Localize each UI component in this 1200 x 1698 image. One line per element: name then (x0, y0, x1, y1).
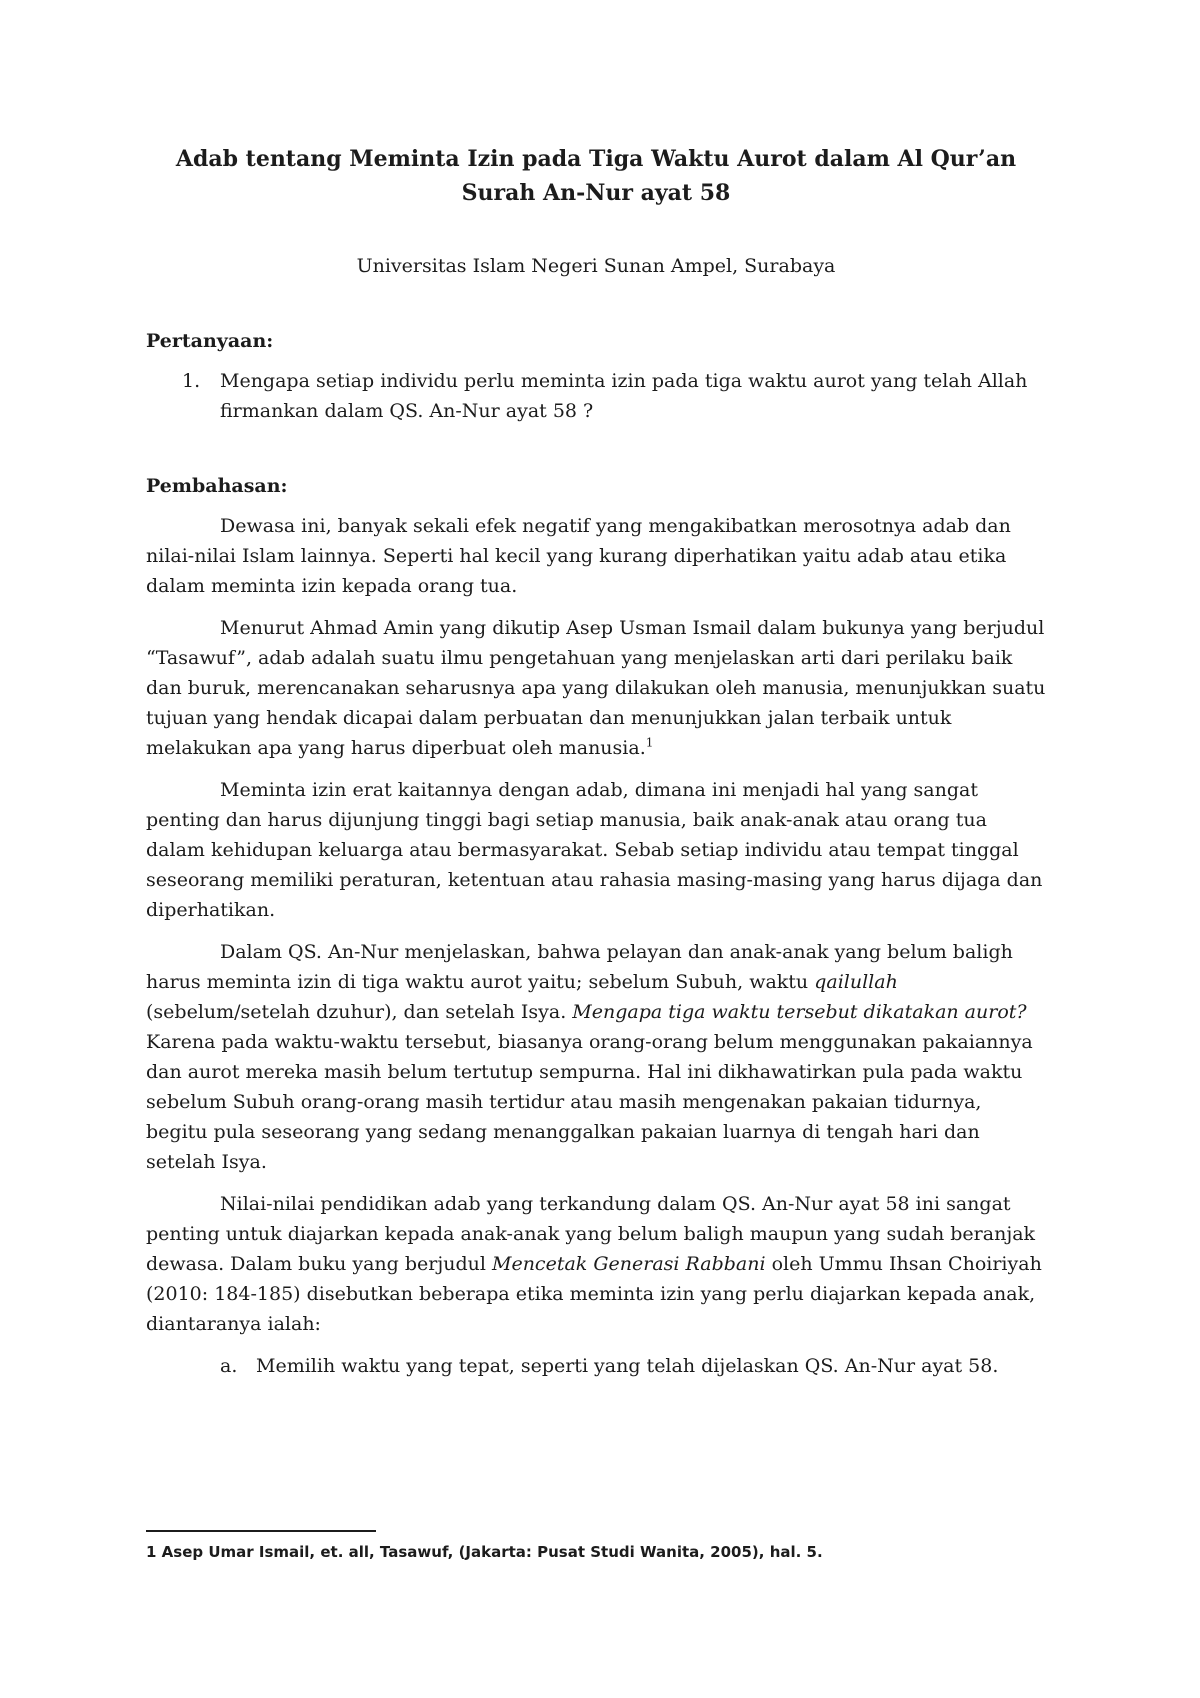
question-item (146, 366, 1046, 426)
paragraph-4 (146, 937, 1046, 1177)
paragraph-4-text-c: Karena pada waktu-waktu tersebut, biasanya orang-orang belum menggunakan pakaiannya dan aurot mereka masih belum tertutup sempurna. Hal ini dikhawatirkan pula pada waktu sebelum Subuh orang-orang masih tertidur atau masih mengenakan pakaian tidurnya, begitu pula seseorang yang sedang menanggalkan pakaian luarnya di tengah hari dan setelah Isya. (146, 1031, 1033, 1173)
paragraph-5-text-a: Nilai-nilai pendidikan adab yang terkandung dalam QS. An-Nur ayat 58 ini sangat penting untuk diajarkan kepada anak-anak yang belum baligh maupun yang sudah beranjak dewasa. Dalam buku yang berjudul (146, 1193, 1036, 1275)
footnote: 1 Asep Umar Ismail, et. all, Tasawuf, (Jakarta: Pusat Studi Wanita, 2005), hal. 5. (146, 1543, 823, 1561)
paragraph-1: Dewasa ini, banyak sekali efek negatif yang mengakibatkan merosotnya adab dan nilai-nilai Islam lainnya. Seperti hal kecil yang kurang diperhatikan yaitu adab atau etika dalam meminta izin kepada orang tua. (146, 515, 1011, 597)
title-line-1: Adab tentang Meminta Izin pada Tiga Waktu Aurot dalam Al Qur’an (175, 146, 1017, 172)
term-qailullah: qailullah (814, 971, 898, 993)
paragraph-2-text: Menurut Ahmad Amin yang dikutip Asep Usman Ismail dalam bukunya yang berjudul “Tasawuf”, adab adalah suatu ilmu pengetahuan yang menjelaskan arti dari perilaku baik dan buruk, merencanakan seharusnya apa yang dilakukan oleh manusia, menunjukkan suatu tujuan yang hendak dicapai dalam perbuatan dan menunjukkan jalan terbaik untuk melakukan apa yang harus diperbuat oleh manusia. (146, 617, 1046, 759)
paragraph-3: Meminta izin erat kaitannya dengan adab, dimana ini menjadi hal yang sangat penting dan harus dijunjung tinggi bagi setiap manusia, baik anak-anak atau orang tua dalam kehidupan keluarga atau bermasyarakat. Sebab setiap individu atau tempat tinggal seseorang memiliki peraturan, ketentuan atau rahasia masing-masing yang harus dijaga dan diperhatikan. (146, 779, 1043, 921)
paragraph-4-text-b: (sebelum/setelah dzuhur), dan setelah Isya. (146, 1001, 573, 1023)
discussion-heading: Pembahasan: (146, 475, 288, 497)
document-title (146, 142, 1046, 210)
paragraph-4-text-a: Dalam QS. An-Nur menjelaskan, bahwa pelayan dan anak-anak yang belum baligh harus meminta izin di tiga waktu aurot yaitu; sebelum Subuh, waktu (146, 941, 1013, 993)
footnote-separator (146, 1530, 376, 1532)
list-item-text: Memilih waktu yang tepat, seperti yang telah dijelaskan QS. An-Nur ayat 58. (256, 1355, 999, 1377)
footnote-mark: 1 (645, 735, 654, 750)
document-page (146, 142, 1046, 1381)
etiquette-list (146, 1351, 1046, 1381)
question-text-line-2: firmankan dalam QS. An-Nur ayat 58 ? (220, 400, 594, 422)
question-text (220, 366, 1027, 426)
question-list (146, 366, 1046, 426)
list-marker: a. (220, 1355, 238, 1377)
question-number: 1. (182, 370, 201, 392)
list-item (146, 1351, 1046, 1381)
questions-heading: Pertanyaan: (146, 330, 274, 352)
book-title: Mencetak Generasi Rabbani (492, 1253, 766, 1275)
question-text-line-1: Mengapa setiap individu perlu meminta izin pada tiga waktu aurot yang telah Allah (220, 370, 1028, 392)
affiliation: Universitas Islam Negeri Sunan Ampel, Surabaya (356, 255, 836, 277)
rhetorical-question: Mengapa tiga waktu tersebut dikatakan aurot? (572, 1001, 1027, 1023)
title-line-2: Surah An-Nur ayat 58 (461, 180, 731, 206)
paragraph-5 (146, 1189, 1046, 1339)
paragraph-5-text-b: oleh Ummu Ihsan Choiriyah (2010: 184-185) disebutkan beberapa etika meminta izin yang perlu diajarkan kepada anak, diantaranya ialah: (146, 1253, 1042, 1335)
paragraph-2 (146, 613, 1046, 763)
